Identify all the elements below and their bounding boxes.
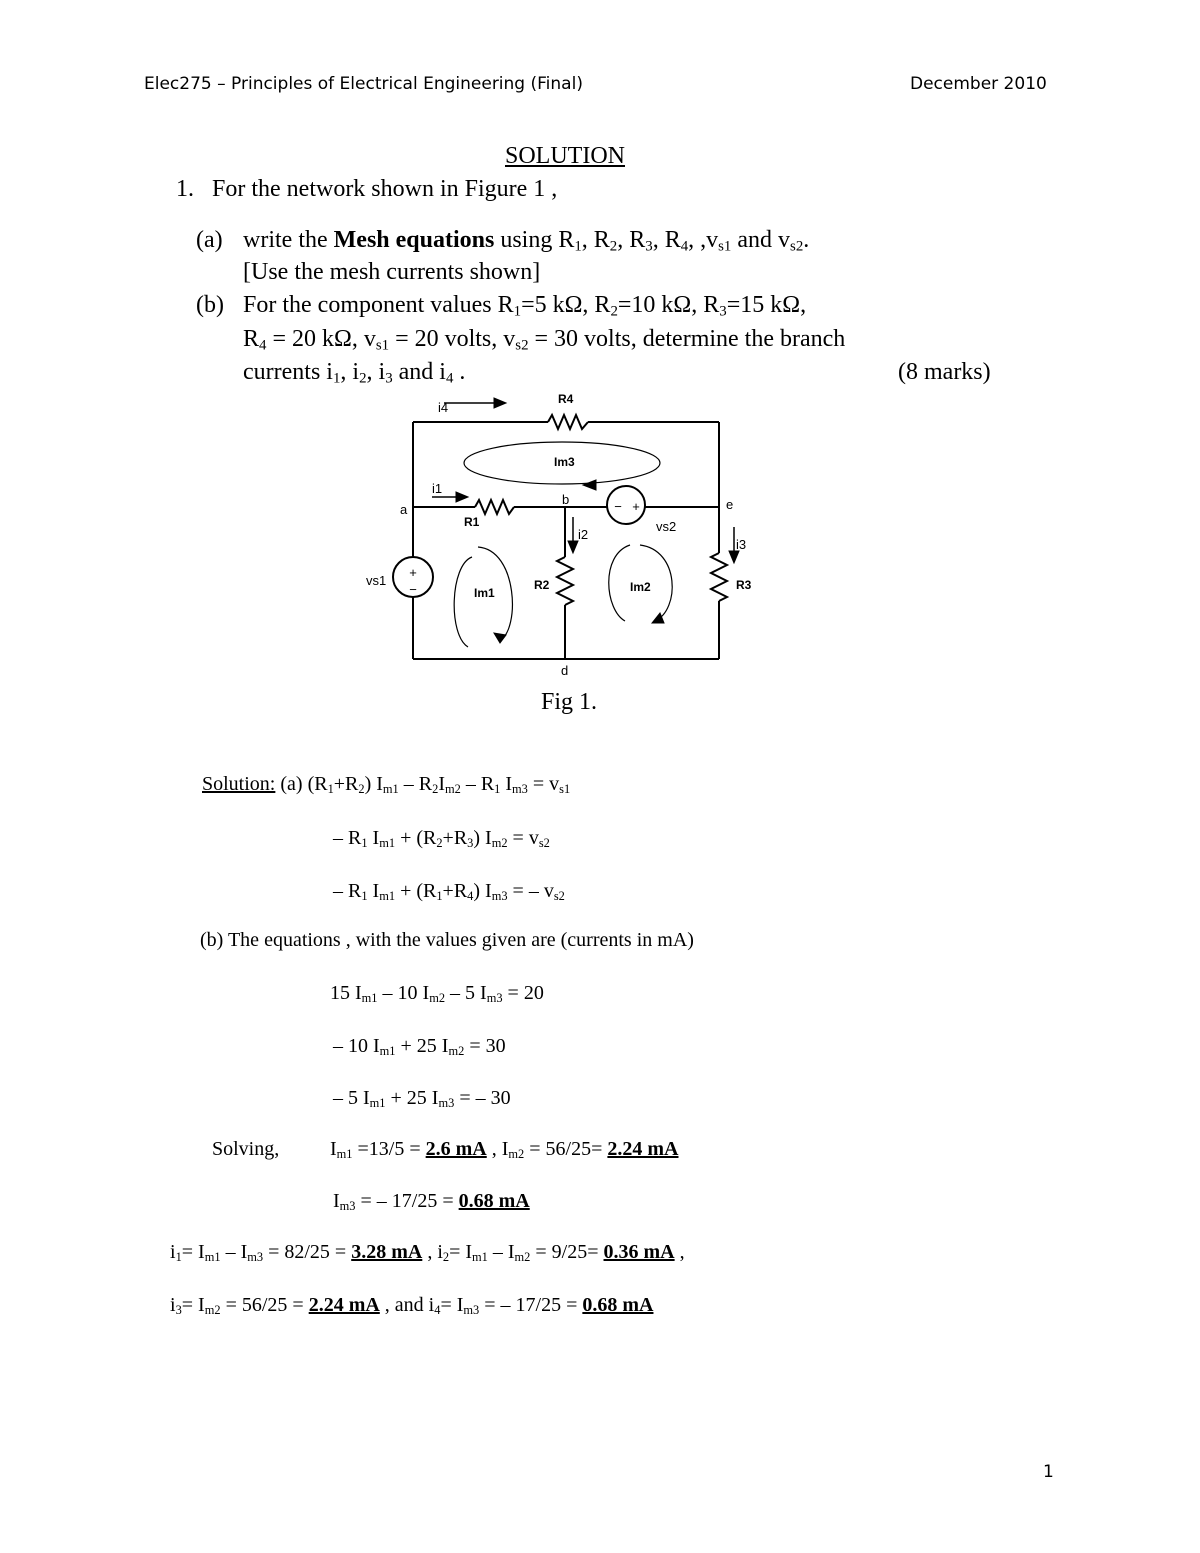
label-node-b: b xyxy=(562,492,570,507)
mesh-im2-loop-left xyxy=(609,545,630,621)
numeric-equation-2: – 10 $I_{m1} + 25$ $I_{m2} = 30$ xyxy=(333,1035,506,1059)
header-date: December 2010 xyxy=(910,74,1047,94)
label-i3: i3 xyxy=(736,537,747,552)
solving-label: Solving, xyxy=(212,1138,280,1160)
page-title: SOLUTION xyxy=(505,143,625,169)
label-node-e: e xyxy=(726,497,734,512)
label-i4: i4 xyxy=(438,400,449,415)
solution-part-b: (b) The equations , with the values given are (currents in mA) xyxy=(200,929,694,951)
marks: (8 marks) xyxy=(898,359,991,385)
part-b-label: (b) xyxy=(196,292,224,318)
label-im3: Im3 xyxy=(554,455,575,469)
figure-caption: Fig 1. xyxy=(541,689,598,715)
label-vs2: vs2 xyxy=(656,519,677,534)
mesh-im1-loop-left xyxy=(454,557,472,647)
vs2-minus: − xyxy=(614,499,622,514)
label-r1: R1 xyxy=(464,515,480,529)
label-vs1: vs1 xyxy=(366,573,387,588)
im3-arrow-icon xyxy=(583,480,596,490)
label-im2: Im2 xyxy=(630,580,651,594)
label-node-a: a xyxy=(400,502,408,517)
part-a-label: (a) xyxy=(196,227,223,253)
part-b-line-3: currents $i_1$, $i_2$, $i_3$ and $i_4$ . xyxy=(243,359,466,387)
branch-currents-1: $i_1= I_{m1} - I_{m3} = 82/25 = 3.28$ mA , $i_2= I_{m1} - I_{m2} = 9/25= 0.36$ mA , xyxy=(170,1241,685,1265)
part-b-line-1: For the component values $R_1=5$ kΩ, $R_2=10$ kΩ, $R_3=15$ kΩ, xyxy=(243,292,807,320)
im2-arrow-icon xyxy=(652,613,664,623)
label-im1: Im1 xyxy=(474,586,495,600)
part-b-line-2: $R_4 = 20$ kΩ, $v_{s1} = 20$ volts, $v_{s2} = 30$ volts, determine the branch xyxy=(243,326,846,354)
i2-arrow-icon xyxy=(568,541,578,553)
vs1-minus: − xyxy=(409,582,417,597)
i1-arrow-icon xyxy=(456,492,468,502)
header-course-title: Elec275 – Principles of Electrical Engineering (Final) xyxy=(144,74,583,94)
branch-currents-2: $i_3= I_{m2} = 56/25 = 2.24$ mA , and $i_4= I_{m3}$ = – 17/25 = 0.68 mA xyxy=(170,1294,654,1318)
label-r2: R2 xyxy=(534,578,550,592)
label-node-d: d xyxy=(561,663,569,678)
label-r3: R3 xyxy=(736,578,752,592)
mesh-equation-2: – $R_1$ $I_{m1} + (R_2+R_3) I_{m2} = v_{s2}$ xyxy=(333,827,550,851)
problem-number: 1. xyxy=(176,176,194,202)
solving-result-1: $I_{m1} =13/5 = 2.6$ mA , $I_{m2} = 56/25= 2.24$ mA xyxy=(330,1138,679,1162)
part-a-text: write the Mesh equations using $R_1$, $R_2$, $R_3$, $R_4$, $,v_{s1}$ and $v_{s2}$. xyxy=(243,227,810,255)
vs2-plus: + xyxy=(632,499,640,514)
problem-intro: For the network shown in Figure 1 , xyxy=(212,176,558,202)
mesh-equation-3: – $R_1$ $I_{m1} + (R_1+R_4) I_{m3}$ = – $v_{s2}$ xyxy=(333,880,565,904)
vs1-plus: + xyxy=(409,565,417,580)
circuit-diagram xyxy=(360,385,760,680)
part-a-note: [Use the mesh currents shown] xyxy=(243,259,541,285)
solution-label: Solution: (a) $(R_1+R_2)$ $I_{m1} - R_2I_{m2} - R_1$ $I_{m3} = v_{s1}$ xyxy=(202,773,571,797)
label-r4: R4 xyxy=(558,392,574,406)
im1-arrow-icon xyxy=(494,633,506,643)
i4-arrow-icon xyxy=(494,398,506,408)
label-i1: i1 xyxy=(432,481,443,496)
numeric-equation-3: – 5 $I_{m1} + 25$ $I_{m3}$ = – 30 xyxy=(333,1087,511,1111)
page-number: 1 xyxy=(1043,1462,1054,1482)
label-i2: i2 xyxy=(578,527,589,542)
i3-arrow-icon xyxy=(729,551,739,563)
solving-result-2: $I_{m3}$ = – 17/25 = 0.68 mA xyxy=(333,1190,530,1214)
numeric-equation-1: 15 $I_{m1} - 10$ $I_{m2} - 5$ $I_{m3} = 20$ xyxy=(330,982,544,1006)
